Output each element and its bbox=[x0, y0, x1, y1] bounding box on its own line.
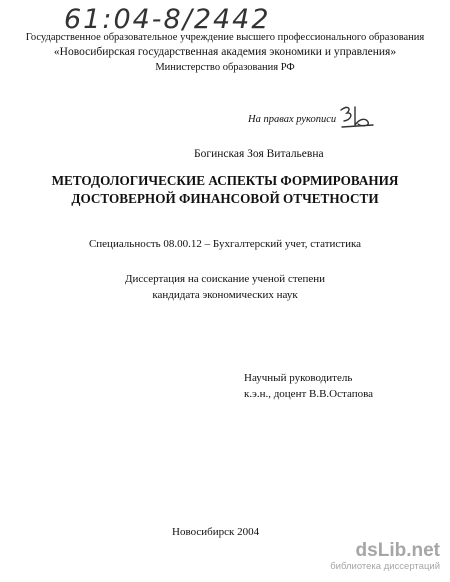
watermark-logo-main: dsLib.net bbox=[355, 540, 440, 561]
city-year: Новосибирск 2004 bbox=[172, 526, 260, 538]
ministry-line: Министерство образования РФ bbox=[155, 62, 295, 73]
watermark-logo-subtitle: библиотека диссертаций bbox=[330, 561, 440, 572]
dissertation-title-line-2: ДОСТОВЕРНОЙ ФИНАНСОВОЙ ОТЧЕТНОСТИ bbox=[71, 191, 379, 206]
degree-line-1: Диссертация на соискание ученой степени bbox=[124, 273, 326, 285]
supervisor-name: к.э.н., доцент В.В.Остапова bbox=[244, 388, 374, 400]
dissertation-title-line-1: МЕТОДОЛОГИЧЕСКИЕ АСПЕКТЫ ФОРМИРОВАНИЯ bbox=[51, 173, 399, 188]
organization-line-1: Государственное образовательное учреждение высшего профессионального образования bbox=[25, 32, 425, 43]
organization-line-2: «Новосибирская государственная академия экономики и управления» bbox=[53, 46, 397, 58]
degree-line-2: кандидата экономических наук bbox=[152, 289, 298, 301]
signature-icon bbox=[338, 104, 376, 130]
supervisor-label: Научный руководитель bbox=[244, 372, 353, 384]
author-name: Богинская Зоя Витальевна bbox=[194, 148, 324, 160]
rights-note: На правах рукописи bbox=[248, 114, 337, 125]
catalog-number-stamp: 61:04-8/2442 bbox=[64, 4, 271, 35]
dslib-watermark-logo bbox=[330, 541, 440, 572]
specialty-line: Специальность 08.00.12 – Бухгалтерский учет, статистика bbox=[88, 238, 362, 250]
